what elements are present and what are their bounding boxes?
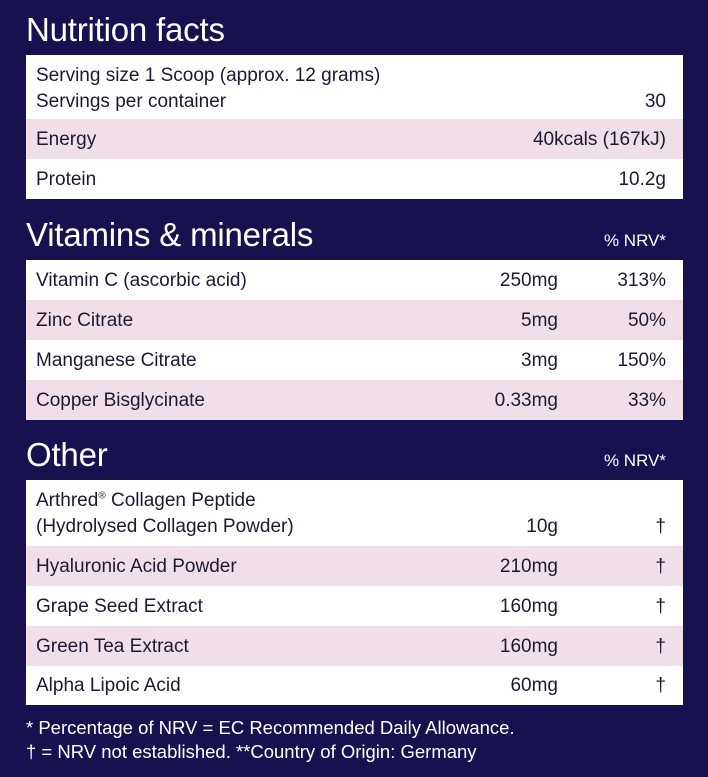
other-nrv: † bbox=[655, 675, 666, 696]
nutrition-facts-panel bbox=[26, 55, 683, 199]
table-row bbox=[26, 380, 683, 420]
brand-name: Arthred bbox=[36, 490, 99, 511]
other-name: Hyaluronic Acid Powder bbox=[36, 555, 237, 577]
other-nrv: † bbox=[655, 555, 666, 577]
table-row bbox=[26, 546, 683, 586]
vitamin-name: Zinc Citrate bbox=[36, 309, 134, 331]
other-name-line2: (Hydrolysed Collagen Powder) bbox=[36, 516, 294, 537]
registered-mark: ® bbox=[98, 490, 106, 502]
table-row bbox=[26, 480, 683, 546]
serving-row bbox=[26, 55, 683, 119]
other-nrv: † bbox=[655, 595, 666, 617]
vitamin-name: Manganese Citrate bbox=[36, 349, 197, 371]
other-name: Grape Seed Extract bbox=[36, 595, 203, 617]
vitamins-title: Vitamins & minerals bbox=[26, 216, 314, 253]
other-nrv-header: % NRV* bbox=[603, 451, 666, 470]
other-panel bbox=[26, 480, 683, 705]
other-name: Green Tea Extract bbox=[36, 635, 189, 657]
other-name-line1 bbox=[36, 491, 256, 510]
protein-row bbox=[26, 159, 683, 199]
vitamin-nrv: 150% bbox=[617, 349, 666, 371]
servings-label: Servings per container bbox=[36, 91, 227, 112]
footnote-origin: † = NRV not established. **Country of Origin: Germany bbox=[26, 741, 477, 762]
other-amount: 60mg bbox=[510, 675, 558, 696]
other-amount: 160mg bbox=[499, 595, 558, 617]
nutrition-facts-title: Nutrition facts bbox=[26, 11, 225, 48]
serving-size-text: Serving size 1 Scoop (approx. 12 grams) bbox=[36, 65, 381, 86]
other-amount: 210mg bbox=[499, 555, 558, 577]
vitamins-panel bbox=[26, 260, 683, 420]
servings-value: 30 bbox=[644, 91, 666, 112]
energy-value: 40kcals (167kJ) bbox=[532, 128, 666, 150]
energy-row bbox=[26, 119, 683, 159]
protein-label: Protein bbox=[36, 168, 97, 190]
vitamin-amount: 250mg bbox=[499, 269, 558, 291]
other-amount: 160mg bbox=[499, 635, 558, 657]
table-row bbox=[26, 626, 683, 666]
footnote-nrv-definition: * Percentage of NRV = EC Recommended Daily Allowance. bbox=[26, 717, 515, 738]
other-name-line1-rest: Collagen Peptide bbox=[105, 490, 256, 511]
vitamin-amount: 0.33mg bbox=[494, 389, 558, 411]
vitamin-nrv: 33% bbox=[627, 389, 666, 411]
table-row bbox=[26, 340, 683, 380]
other-amount: 10g bbox=[526, 516, 558, 537]
footnotes bbox=[26, 716, 515, 764]
table-row bbox=[26, 586, 683, 626]
other-name: Alpha Lipoic Acid bbox=[36, 675, 181, 696]
vitamin-amount: 3mg bbox=[521, 349, 558, 371]
vitamin-amount: 5mg bbox=[521, 309, 558, 331]
table-row bbox=[26, 260, 683, 300]
other-nrv: † bbox=[655, 516, 666, 537]
vitamin-nrv: 313% bbox=[617, 269, 666, 291]
table-row bbox=[26, 300, 683, 340]
vitamin-name: Copper Bisglycinate bbox=[36, 389, 205, 411]
vitamin-nrv: 50% bbox=[627, 309, 666, 331]
other-nrv: † bbox=[655, 635, 666, 657]
energy-label: Energy bbox=[36, 128, 97, 150]
vitamin-name: Vitamin C (ascorbic acid) bbox=[36, 269, 247, 291]
other-title: Other bbox=[26, 436, 108, 473]
table-row bbox=[26, 666, 683, 705]
vitamins-nrv-header: % NRV* bbox=[603, 231, 666, 250]
protein-value: 10.2g bbox=[618, 168, 666, 190]
